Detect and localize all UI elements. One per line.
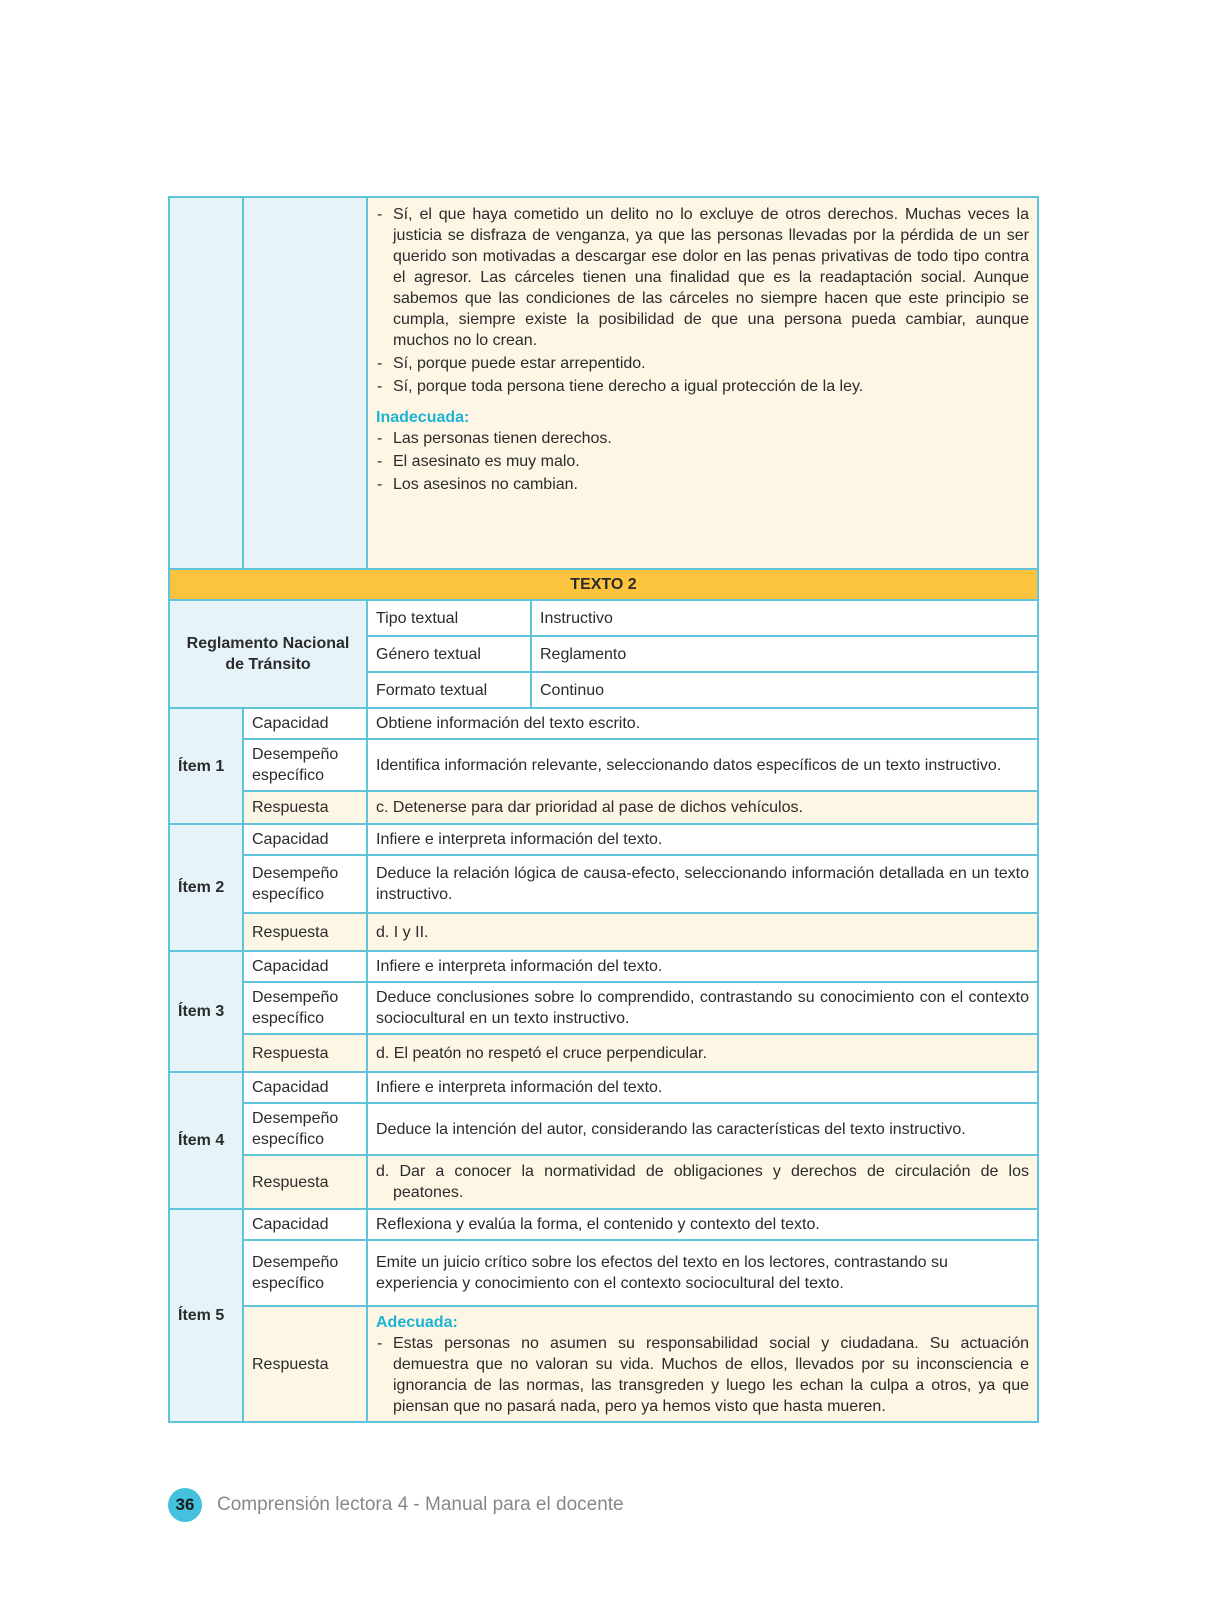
row-label: Capacidad: [243, 1209, 367, 1240]
property-value: Continuo: [531, 672, 1038, 708]
respuesta-value: [367, 1155, 1038, 1209]
table-row: [169, 1209, 1038, 1240]
row-label: Capacidad: [243, 1072, 367, 1103]
respuesta-value: d. I y II.: [367, 913, 1038, 951]
respuesta-text: d. Dar a conocer la normatividad de obligaciones y derechos de circulación de los peatones.: [376, 1163, 1029, 1201]
row-label: Desempeño específico: [243, 739, 367, 791]
row-label: Capacidad: [243, 824, 367, 855]
list-item: - Las personas tienen derechos.: [376, 428, 1029, 449]
item-label: Ítem 4: [169, 1072, 243, 1209]
answer-key-table: [168, 196, 1039, 1423]
continuation-label-cell: [243, 197, 367, 569]
adequate-answers-list: [376, 204, 1029, 397]
inadequate-label: Inadecuada:: [376, 409, 470, 426]
capacidad-value: Infiere e interpreta información del texto.: [367, 951, 1038, 982]
table-row: [169, 824, 1038, 855]
row-label: Respuesta: [243, 791, 367, 824]
row-label: Respuesta: [243, 1034, 367, 1072]
desempeno-value: Deduce la intención del autor, considerando las características del texto instructivo.: [367, 1103, 1038, 1155]
list-item: - El asesinato es muy malo.: [376, 451, 1029, 472]
list-item: - Sí, el que haya cometido un delito no lo excluye de otros derechos. Muchas veces la justicia se disfraza de venganza, ya que las personas llevadas por la pérdida de un ser querido son motivadas a descargar ese dolor en las penas privativas de todo tipo contra el agresor. Las cárceles tienen una finalidad que es la readaptación social. Aunque sabemos que las condiciones de las cárceles no siempre hacen que este principio se cumpla, siempre existe la posibilidad de que una persona pueda cambiar, aunque muchos no lo crean.: [376, 204, 1029, 351]
property-value: Instructivo: [531, 600, 1038, 636]
capacidad-value: Obtiene información del texto escrito.: [367, 708, 1038, 739]
capacidad-value: Infiere e interpreta información del texto.: [367, 824, 1038, 855]
continuation-answer-cell: [367, 197, 1038, 569]
row-label: Desempeño específico: [243, 855, 367, 913]
capacidad-value: Reflexiona y evalúa la forma, el contenido y contexto del texto.: [367, 1209, 1038, 1240]
row-label: Respuesta: [243, 1155, 367, 1209]
table-row: [169, 982, 1038, 1034]
item-label: Ítem 1: [169, 708, 243, 824]
inadequate-answers-list: [376, 428, 1029, 495]
list-item: - Estas personas no asumen su responsabilidad social y ciudadana. Su actuación demuestra que no valoran su vida. Muchos de ellos, llevados por su inconsciencia e ignorancia de las normas, las transgreden y luego les echan la culpa a otros, ya que piensan que no pasará nada, pero ya hemos visto que hasta mueren.: [376, 1333, 1029, 1417]
page-footer: [168, 1487, 624, 1523]
row-label: Respuesta: [243, 1306, 367, 1422]
text-name: Reglamento Nacional de Tránsito: [169, 600, 367, 708]
adequate-label: Adecuada:: [376, 1313, 458, 1331]
row-label: Capacidad: [243, 951, 367, 982]
row-label: Capacidad: [243, 708, 367, 739]
list-item: - Sí, porque puede estar arrepentido.: [376, 353, 1029, 374]
texto2-band: TEXTO 2: [169, 569, 1038, 600]
respuesta-value: c. Detenerse para dar prioridad al pase de dichos vehículos.: [367, 791, 1038, 824]
table-row: [169, 855, 1038, 913]
footer-title: Comprensión lectora 4 - Manual para el docente: [217, 1494, 624, 1515]
list-item: - Sí, porque toda persona tiene derecho a igual protección de la ley.: [376, 376, 1029, 397]
page-number-badge: 36: [168, 1488, 202, 1522]
list-item: - Los asesinos no cambian.: [376, 474, 1029, 495]
property-label: Tipo textual: [367, 600, 531, 636]
table-row: [169, 1306, 1038, 1422]
table-row: [169, 1155, 1038, 1209]
table-row: [169, 1240, 1038, 1306]
property-value: Reglamento: [531, 636, 1038, 672]
row-label: Desempeño específico: [243, 982, 367, 1034]
row-label: Desempeño específico: [243, 1103, 367, 1155]
table-row: [169, 951, 1038, 982]
adequate-answers-list: [376, 1333, 1029, 1417]
desempeno-value: Deduce conclusiones sobre lo comprendido, contrastando su conocimiento con el contexto sociocultural en un texto instructivo.: [367, 982, 1038, 1034]
table-row: [169, 1072, 1038, 1103]
capacidad-value: Infiere e interpreta información del texto.: [367, 1072, 1038, 1103]
desempeno-value: Emite un juicio crítico sobre los efectos del texto en los lectores, contrastando su experiencia y conocimiento con el contexto sociocultural del texto.: [367, 1240, 1038, 1306]
respuesta-value: [367, 1306, 1038, 1422]
property-label: Formato textual: [367, 672, 531, 708]
property-label: Género textual: [367, 636, 531, 672]
item-label: Ítem 5: [169, 1209, 243, 1422]
table-row: [169, 1103, 1038, 1155]
continuation-row: [169, 197, 1038, 569]
row-label: Desempeño específico: [243, 1240, 367, 1306]
continuation-item-cell: [169, 197, 243, 569]
table-row: [169, 739, 1038, 791]
desempeno-value: Deduce la relación lógica de causa-efecto, seleccionando información detallada en un texto instructivo.: [367, 855, 1038, 913]
desempeno-value: Identifica información relevante, seleccionando datos específicos de un texto instructivo.: [367, 739, 1038, 791]
table-row: [169, 708, 1038, 739]
item-label: Ítem 3: [169, 951, 243, 1072]
respuesta-value: d. El peatón no respetó el cruce perpendicular.: [367, 1034, 1038, 1072]
row-label: Respuesta: [243, 913, 367, 951]
table-row: [169, 913, 1038, 951]
item-label: Ítem 2: [169, 824, 243, 951]
table-row: [169, 1034, 1038, 1072]
table-row: [169, 791, 1038, 824]
